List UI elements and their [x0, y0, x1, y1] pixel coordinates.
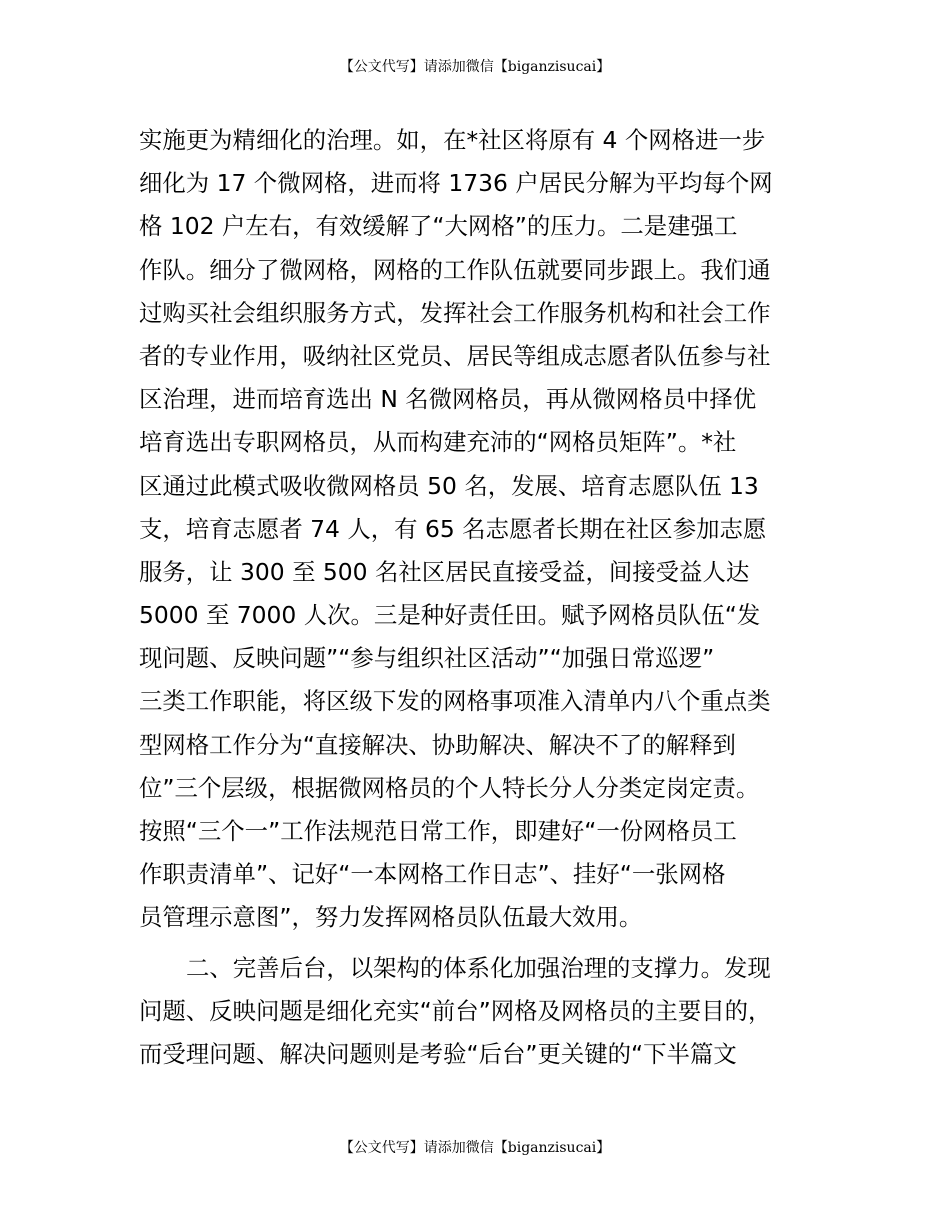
text-line: 区治理，进而培育选出 N 名微网格员，再从微网格员中择优 — [139, 385, 757, 414]
paragraph-1 — [139, 119, 839, 940]
text-line: 格 102 户左右，有效缓解了“大网格”的压力。二是建强工 — [139, 212, 738, 241]
text-line: 区通过此模式吸收微网格员 50 名，发展、培育志愿队伍 13 — [139, 471, 759, 500]
text-line: 员管理示意图”，努力发挥网格员队伍最大效用。 — [139, 903, 643, 932]
paragraph-2 — [139, 947, 839, 1077]
text-line: 现问题、反映问题”“参与组织社区活动”“加强日常巡逻” — [139, 644, 715, 673]
text-line: 服务，让 300 至 500 名社区居民直接受益，间接受益人达 — [139, 557, 750, 586]
text-line: 5000 至 7000 人次。三是种好责任田。赋予网格员队伍“发 — [139, 601, 761, 630]
text-line: 作队。细分了微网格，网格的工作队伍就要同步跟上。我们通 — [139, 255, 771, 284]
text-line: 按照“三个一”工作法规范日常工作，即建好“一份网格员工 — [139, 817, 737, 845]
text-line: 过购买社会组织服务方式，发挥社会工作服务机构和社会工作 — [139, 298, 771, 327]
text-line: 型网格工作分为“直接解决、协助解决、解决不了的解释到 — [139, 730, 736, 759]
text-line: 细化为 17 个微网格，进而将 1736 户居民分解为平均每个网 — [139, 169, 773, 198]
page-header: 【公文代写】请添加微信【biganzisucai】 — [339, 59, 611, 75]
page-footer: 【公文代写】请添加微信【biganzisucai】 — [339, 1140, 611, 1156]
text-line: 实施更为精细化的治理。如，在*社区将原有 4 个网格进一步 — [139, 126, 766, 154]
text-line: 二、完善后台，以架构的体系化加强治理的支撑力。发现 — [186, 953, 771, 982]
text-line: 问题、反映问题是细化充实“前台”网格及网格员的主要目的， — [139, 996, 772, 1025]
body-text — [139, 119, 839, 1076]
text-line: 支，培育志愿者 74 人，有 65 名志愿者长期在社区参加志愿 — [139, 514, 767, 543]
text-line: 作职责清单”、记好“一本网格工作日志”、挂好“一张网格 — [139, 860, 726, 889]
text-line: 三类工作职能，将区级下发的网格事项准入清单内八个重点类 — [139, 687, 771, 716]
text-line: 位”三个层级，根据微网格员的个人特长分人分类定岗定责。 — [139, 773, 760, 802]
paragraph-gap — [139, 940, 839, 947]
text-line: 而受理问题、解决问题则是考验“后台”更关键的“下半篇文 — [139, 1039, 737, 1068]
text-line: 培育选出专职网格员，从而构建充沛的“网格员矩阵”。*社 — [139, 428, 737, 457]
text-line: 者的专业作用，吸纳社区党员、居民等组成志愿者队伍参与社 — [139, 341, 771, 370]
